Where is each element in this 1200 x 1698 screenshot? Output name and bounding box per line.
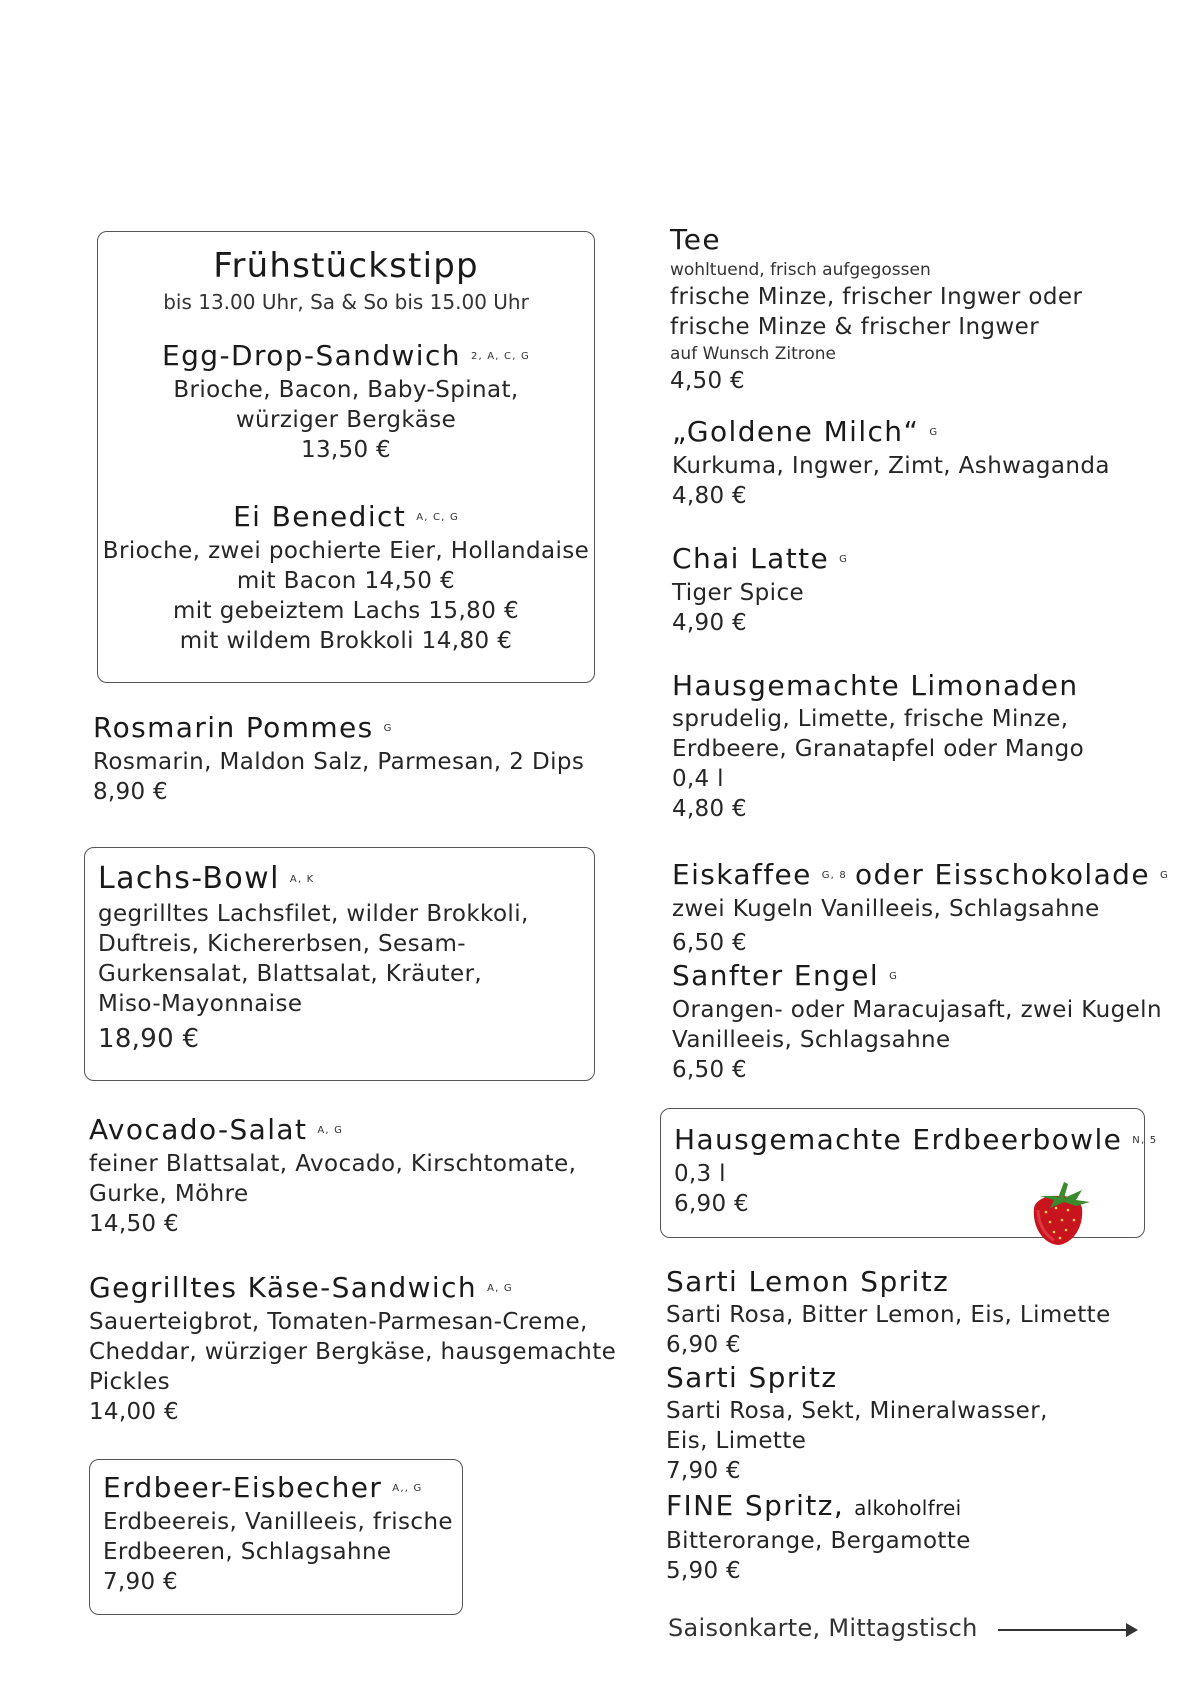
benedict-option-1: mit Bacon 14,50 €	[236, 568, 456, 594]
tee-subtitle: wohltuend, frisch aufgegossen	[670, 260, 931, 280]
milch-section	[672, 414, 1110, 511]
limo-section	[672, 668, 1084, 824]
fruehstueck-time: bis 13.00 Uhr, Sa & So bis 15.00 Uhr	[163, 290, 529, 314]
fruehstueck-section	[97, 244, 595, 656]
limo-line-1: sprudelig, Limette, frische Minze,	[672, 706, 1069, 732]
egg-drop-allergens: 2, A, C, G	[470, 351, 530, 362]
eisschokolade-name: oder Eisschokolade	[855, 858, 1150, 891]
avocado-section	[89, 1112, 576, 1239]
fine-price: 5,90 €	[666, 1558, 741, 1584]
engel-name: Sanfter Engel	[672, 959, 880, 992]
footer-link[interactable]	[668, 1612, 978, 1644]
eisbecher-desc-2: Erdbeeren, Schlagsahne	[103, 1539, 392, 1565]
avocado-price: 14,50 €	[89, 1211, 179, 1237]
engel-price: 6,50 €	[672, 1057, 747, 1083]
benedict-name: Ei Benedict	[233, 500, 407, 533]
avocado-allergens: A, G	[317, 1125, 344, 1136]
lachs-price: 18,90 €	[98, 1023, 200, 1054]
sarti-price: 7,90 €	[666, 1458, 741, 1484]
eisbecher-title	[103, 1470, 453, 1507]
pommes-desc: Rosmarin, Maldon Salz, Parmesan, 2 Dips	[93, 749, 585, 775]
chai-allergens: G	[839, 554, 849, 565]
eiskaffee-section	[672, 857, 1169, 958]
fruehstueck-title: Frühstückstipp	[213, 246, 479, 286]
bowle-size: 0,3 l	[674, 1161, 726, 1187]
lachs-desc-2: Duftreis, Kichererbsen, Sesam-	[98, 930, 466, 957]
chai-title	[672, 541, 848, 578]
egg-drop-title	[97, 338, 595, 375]
eisbecher-desc-1: Erdbeereis, Vanilleeis, frische	[103, 1509, 453, 1535]
chai-desc: Tiger Spice	[672, 580, 805, 606]
lachs-title	[98, 860, 529, 899]
engel-line-1: Orangen- oder Maracujasaft, zwei Kugeln	[672, 997, 1162, 1023]
lachs-desc-3: Gurkensalat, Blattsalat, Kräuter,	[98, 960, 483, 987]
lachs-desc-1: gegrilltes Lachsfilet, wilder Brokkoli,	[98, 900, 529, 927]
engel-allergens: G	[889, 971, 899, 982]
tee-price: 4,50 €	[670, 368, 745, 394]
bowle-price: 6,90 €	[674, 1191, 749, 1217]
milch-name: „Goldene Milch“	[672, 415, 920, 448]
bowle-title	[674, 1122, 1157, 1159]
tee-section	[670, 222, 1082, 396]
avocado-desc-2: Gurke, Möhre	[89, 1181, 249, 1207]
pommes-allergens: G	[383, 723, 393, 734]
kaese-section	[89, 1270, 616, 1427]
engel-section	[672, 958, 1162, 1085]
footer-text: Saisonkarte, Mittagstisch	[668, 1614, 978, 1642]
kaese-title	[89, 1270, 616, 1307]
benedict-option-3: mit wildem Brokkoli 14,80 €	[179, 628, 513, 654]
tee-line-1: frische Minze, frischer Ingwer oder	[670, 284, 1083, 310]
lemon-section	[666, 1264, 1111, 1360]
pommes-name: Rosmarin Pommes	[93, 711, 374, 744]
tee-note: auf Wunsch Zitrone	[670, 344, 836, 364]
kaese-allergens: A, G	[487, 1283, 513, 1294]
eiskaffee-name: Eiskaffee	[672, 858, 812, 891]
sarti-title: Sarti Spritz	[666, 1361, 838, 1394]
avocado-name: Avocado-Salat	[89, 1113, 308, 1146]
tee-title: Tee	[670, 223, 721, 256]
milch-price: 4,80 €	[672, 483, 747, 509]
eiskaffee-title	[672, 857, 1169, 894]
avocado-desc-1: feiner Blattsalat, Avocado, Kirschtomate,	[89, 1151, 577, 1177]
lachs-section	[98, 860, 529, 1057]
lemon-title: Sarti Lemon Spritz	[666, 1265, 950, 1298]
limo-title: Hausgemachte Limonaden	[672, 669, 1079, 702]
egg-drop-desc-1: Brioche, Bacon, Baby-Spinat,	[173, 377, 519, 403]
pommes-price: 8,90 €	[93, 779, 168, 805]
limo-price: 4,80 €	[672, 796, 747, 822]
lachs-name: Lachs-Bowl	[98, 861, 280, 896]
engel-line-2: Vanilleeis, Schlagsahne	[672, 1027, 951, 1053]
fine-section	[666, 1488, 971, 1586]
bowle-name: Hausgemachte Erdbeerbowle	[674, 1123, 1123, 1156]
lemon-desc: Sarti Rosa, Bitter Lemon, Eis, Limette	[666, 1302, 1111, 1328]
milch-allergens: G	[929, 427, 939, 438]
eisbecher-price: 7,90 €	[103, 1569, 178, 1595]
benedict-title	[97, 499, 595, 536]
benedict-allergens: A, C, G	[416, 512, 459, 523]
kaese-desc-3: Pickles	[89, 1369, 171, 1395]
avocado-title	[89, 1112, 576, 1149]
eisschokolade-allergens: G	[1159, 870, 1169, 881]
lemon-price: 6,90 €	[666, 1332, 741, 1358]
pommes-title	[93, 710, 584, 747]
chai-section	[672, 541, 848, 638]
arrow-right-icon[interactable]	[998, 1620, 1140, 1640]
kaese-name: Gegrilltes Käse-Sandwich	[89, 1271, 478, 1304]
sarti-section	[666, 1360, 1048, 1486]
limo-line-2: Erdbeere, Granatapfel oder Mango	[672, 736, 1085, 762]
sarti-line-1: Sarti Rosa, Sekt, Mineralwasser,	[666, 1398, 1048, 1424]
fine-title	[666, 1488, 971, 1526]
eiskaffee-price: 6,50 €	[672, 930, 747, 956]
milch-title	[672, 414, 1110, 451]
egg-drop-name: Egg-Drop-Sandwich	[162, 339, 461, 372]
chai-price: 4,90 €	[672, 610, 747, 636]
egg-drop-desc-2: würziger Bergkäse	[235, 407, 457, 433]
eisbecher-section	[103, 1470, 453, 1597]
egg-drop-price: 13,50 €	[301, 437, 391, 463]
kaese-desc-1: Sauerteigbrot, Tomaten-Parmesan-Creme,	[89, 1309, 588, 1335]
benedict-desc: Brioche, zwei pochierte Eier, Hollandaise	[102, 538, 590, 564]
limo-size: 0,4 l	[672, 766, 724, 792]
bowle-allergens: N, 5	[1132, 1135, 1158, 1146]
milch-desc: Kurkuma, Ingwer, Zimt, Ashwaganda	[672, 453, 1110, 479]
sarti-line-2: Eis, Limette	[666, 1428, 807, 1454]
benedict-option-2: mit gebeiztem Lachs 15,80 €	[173, 598, 519, 624]
fine-desc: Bitterorange, Bergamotte	[666, 1528, 971, 1554]
pommes-section	[93, 710, 584, 807]
kaese-desc-2: Cheddar, würziger Bergkäse, hausgemachte	[89, 1339, 617, 1365]
lachs-desc-4: Miso-Mayonnaise	[98, 990, 303, 1017]
eisbecher-name: Erdbeer-Eisbecher	[103, 1471, 383, 1504]
lachs-allergens: A, K	[289, 873, 315, 885]
fine-note: alkoholfrei	[854, 1496, 962, 1520]
chai-name: Chai Latte	[672, 542, 830, 575]
eisbecher-allergens: A,, G	[392, 1483, 423, 1494]
strawberry-icon	[1024, 1178, 1094, 1248]
eiskaffee-desc: zwei Kugeln Vanilleeis, Schlagsahne	[672, 896, 1100, 922]
engel-title	[672, 958, 1162, 995]
tee-line-2: frische Minze & frischer Ingwer	[670, 314, 1040, 340]
kaese-price: 14,00 €	[89, 1399, 179, 1425]
eiskaffee-allergens: G, 8	[821, 870, 847, 881]
fine-name: FINE Spritz,	[666, 1489, 845, 1522]
